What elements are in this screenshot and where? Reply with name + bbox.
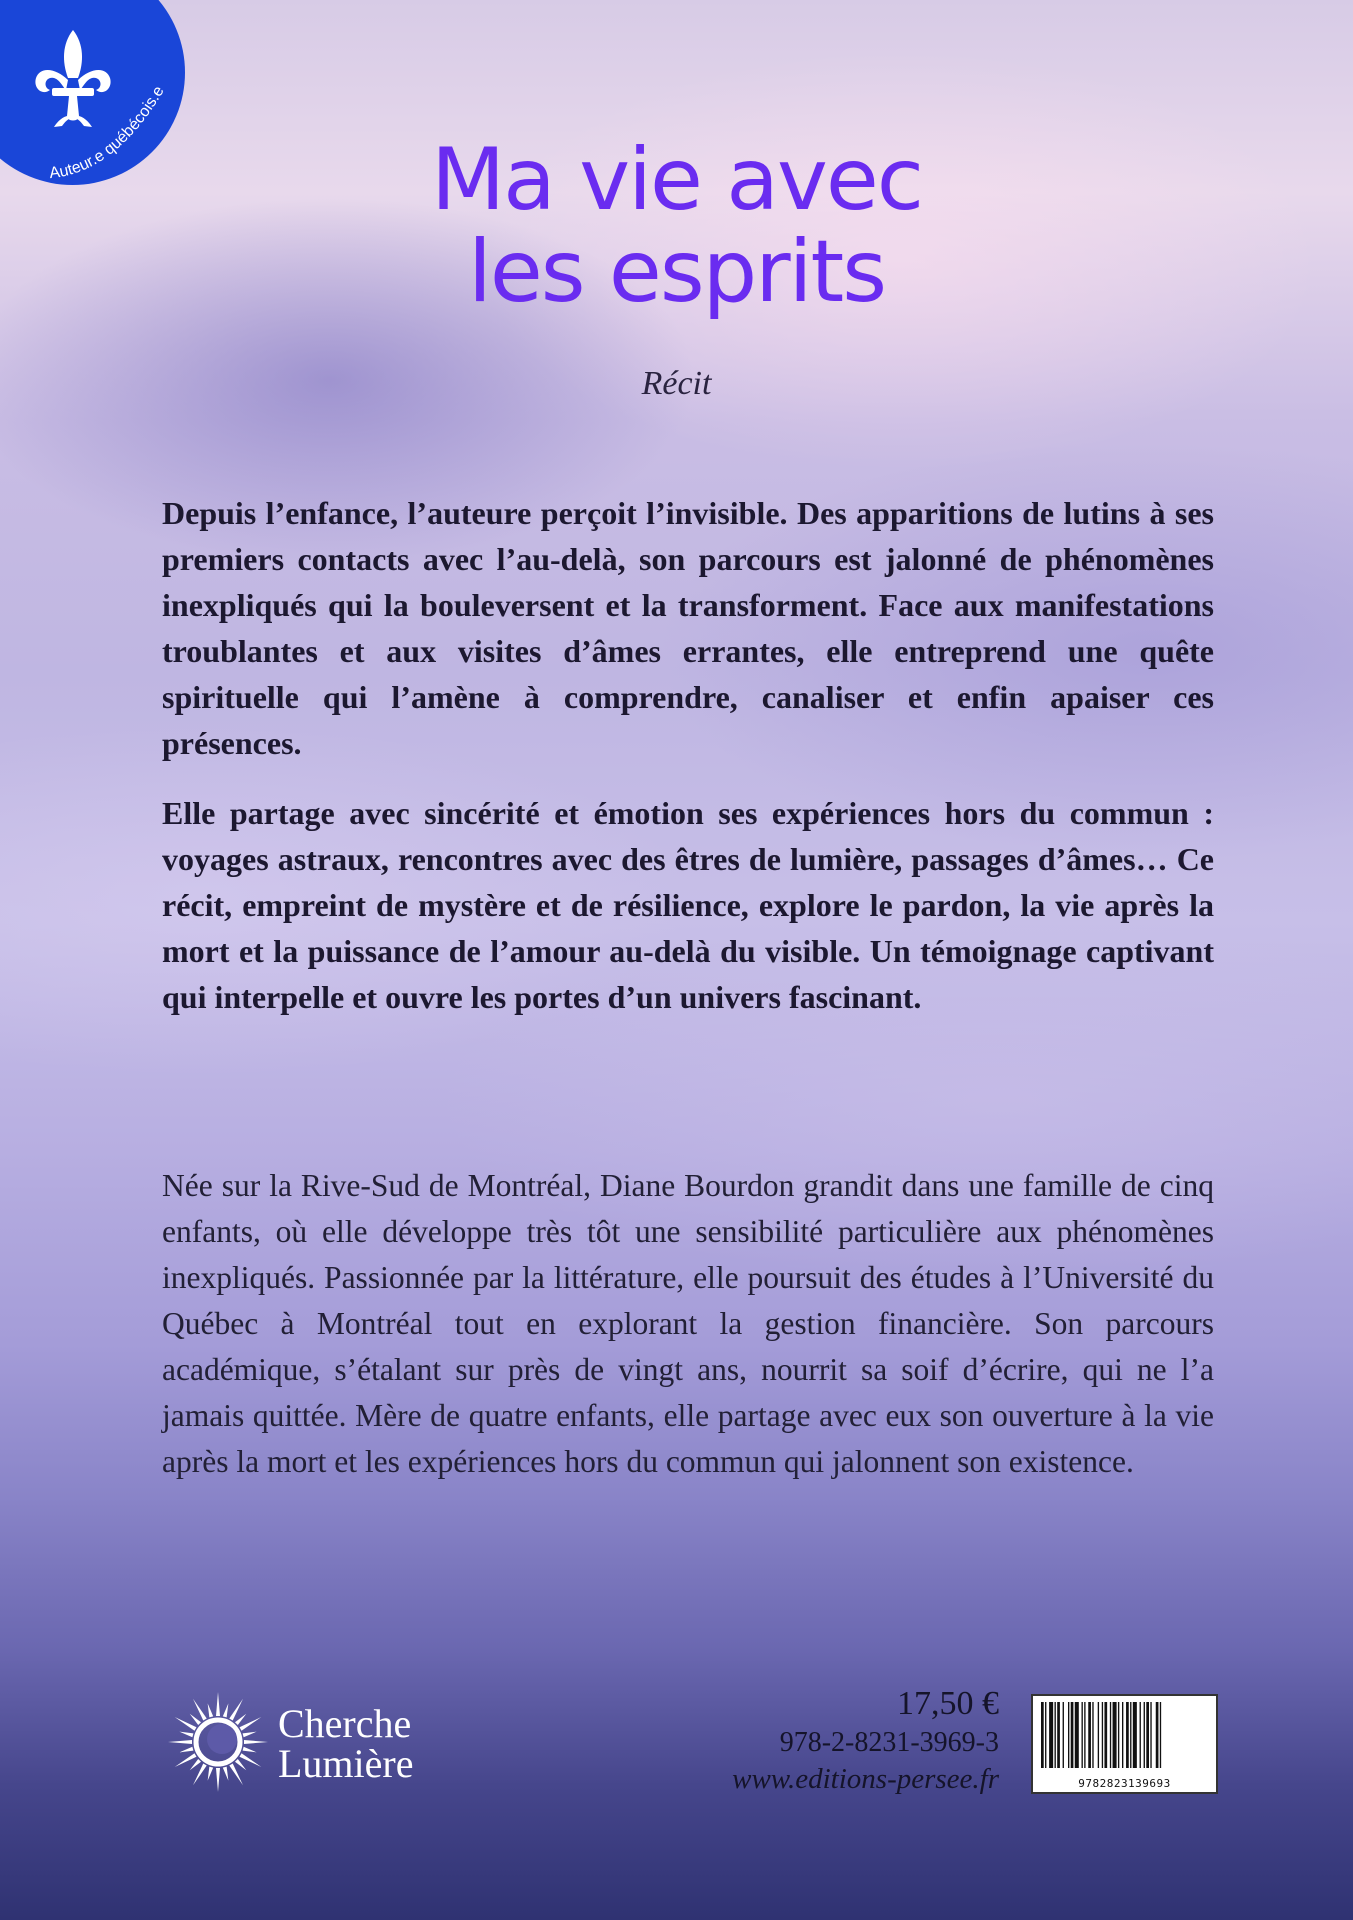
isbn: 978-2-8231-3969-3 (779, 1727, 999, 1758)
price: 17,50 € (897, 1685, 999, 1722)
sun-ring-icon (166, 1690, 270, 1794)
publisher-name-line2: Lumière (278, 1741, 414, 1786)
summary-paragraph-1: Depuis l’enfance, l’auteure perçoit l’invisible. Des apparitions de lutins à ses premiers contacts avec l’au-delà, son parcours est jalonné de phénomènes inexpliqués qui la bouleversent et la transforment. Face aux manifestations troublantes et aux visites d’âmes errantes, elle entreprend une quête spirituelle qui l’amène à comprendre, canaliser et enfin apaiser ces présences. (162, 495, 1214, 761)
barcode (1031, 1694, 1218, 1794)
barcode-bars (1039, 1702, 1210, 1768)
book-title-line1: Ma vie avec (430, 130, 923, 230)
summary-paragraph-2: Elle partage avec sincérité et émotion ses expériences hors du commun : voyages astraux, rencontres avec des êtres de lumière, passages d’âmes… Ce récit, empreint de mystère et de résilience, explore le pardon, la vie après la mort et la puissance de l’amour au-delà du visible. Un témoignage captivant qui interpelle et ouvre les portes d’un univers fascinant. (162, 795, 1214, 1015)
publisher-name-line1: Cherche (278, 1701, 412, 1746)
genre-label: Récit (641, 365, 712, 402)
publisher-logo (166, 1690, 466, 1800)
book-title-line2: les esprits (467, 222, 886, 322)
svg-text:Auteur.e québécois.e: Auteur.e québécois.e (48, 83, 168, 183)
barcode-digits: 9782823139693 (1078, 1777, 1171, 1790)
publisher-website[interactable]: www.editions-persee.fr (732, 1763, 999, 1795)
author-bio: Née sur la Rive-Sud de Montréal, Diane Bourdon grandit dans une famille de cinq enfants, où elle développe très tôt une sensibilité particulière aux phénomènes inexpliqués. Passionnée par la littérature, elle poursuit des études à l’Université du Québec à Montréal tout en explorant la gestion financière. Son parcours académique, s’étalant sur près de vingt ans, nourrit sa soif d’écrire, qui ne l’a jamais quittée. Mère de quatre enfants, elle partage avec eux son ouverture à la vie après la mort et les expériences hors du commun qui jalonnent son existence. (162, 1168, 1214, 1479)
